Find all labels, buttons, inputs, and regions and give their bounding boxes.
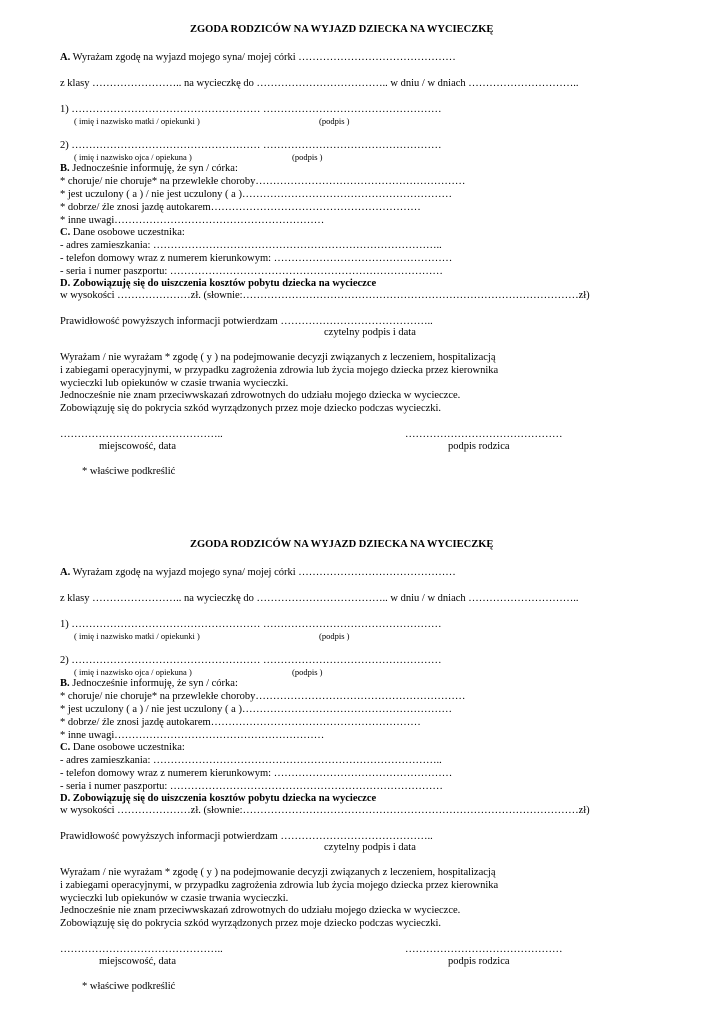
- c-phone[interactable]: - telefon domowy wraz z numerem kierunkowym: ……………………………………………: [60, 253, 453, 264]
- confirm-caption: czytelny podpis i data: [324, 327, 416, 338]
- confirm-line[interactable]: Prawidłowość powyższych informacji potwierdzam ……………………………………..: [60, 831, 433, 842]
- form-title: ZGODA RODZICÓW NA WYJAZD DZIECKA NA WYCIECZKĘ: [190, 539, 494, 550]
- consent-line-3: wycieczki lub opiekunów w czasie trwania wycieczki.: [60, 378, 289, 389]
- place-date-line[interactable]: ………………………………………..: [60, 429, 223, 440]
- consent-line-2: i zabiegami operacyjnymi, w przypadku zagrożenia zdrowia lub życia mojego dziecka przez kierownika: [60, 365, 499, 376]
- section-b-label: B.: [60, 163, 70, 174]
- section-b-text: Jednocześnie informuję, że syn / córka:: [69, 678, 238, 689]
- c-address[interactable]: - adres zamieszkania: ………………………………………………………………………..: [60, 755, 442, 766]
- c-passport[interactable]: - seria i numer paszportu: ……………………………………………………………………: [60, 781, 443, 792]
- section-c-text: Dane osobowe uczestnika:: [70, 227, 185, 238]
- section-d-text: . Zobowiązuję się do uiszczenia kosztów pobytu dziecka na wycieczce: [67, 793, 377, 804]
- place-date-caption: miejscowość, data: [99, 956, 176, 967]
- d-amount-line[interactable]: w wysokości …………………zł. (słownie:……………………………………………………………………………………zł): [60, 290, 590, 301]
- section-c-text: Dane osobowe uczestnika:: [70, 742, 185, 753]
- section-a-line: [60, 567, 456, 579]
- section-b-line: [60, 163, 238, 175]
- section-a-label: A.: [60, 567, 71, 578]
- parent-2-line[interactable]: 2) ……………………………………………… ……………………………………………: [60, 655, 442, 666]
- b-other-notes[interactable]: * inne uwagi……………………………………………………: [60, 730, 325, 741]
- section-a-text[interactable]: Wyrażam zgodę na wyjazd mojego syna/ mojej córki ………………………………………: [70, 52, 456, 63]
- section-c-label: C.: [60, 742, 71, 753]
- consent-line-5: Zobowiązuję się do pokrycia szkód wyrządzonych przez moje dziecko podczas wycieczki.: [60, 403, 442, 414]
- section-c-line: [60, 742, 185, 754]
- section-d-line: [60, 278, 376, 290]
- d-amount-line[interactable]: w wysokości …………………zł. (słownie:……………………………………………………………………………………zł): [60, 805, 590, 816]
- section-d-label: D: [60, 278, 68, 289]
- consent-line-2: i zabiegami operacyjnymi, w przypadku zagrożenia zdrowia lub życia mojego dziecka przez kierownika: [60, 880, 499, 891]
- section-a-line: [60, 52, 456, 64]
- b-bus-travel[interactable]: * dobrze/ źle znosi jazdę autokarem……………………………………………………: [60, 717, 421, 728]
- section-c-line: [60, 227, 185, 239]
- confirm-line[interactable]: Prawidłowość powyższych informacji potwierdzam ……………………………………..: [60, 316, 433, 327]
- parent-2-sign-caption: (podpis ): [292, 152, 323, 162]
- place-date-line[interactable]: ………………………………………..: [60, 944, 223, 955]
- parent-1-name-caption: ( imię i nazwisko matki / opiekunki ): [74, 116, 200, 126]
- section-a-label: A.: [60, 52, 71, 63]
- b-allergy[interactable]: * jest uczulony ( a ) / nie jest uczulony ( a )……………………………………………………: [60, 189, 452, 200]
- parent-2-name-caption: ( imię i nazwisko ojca / opiekuna ): [74, 667, 192, 677]
- place-date-caption: miejscowość, data: [99, 441, 176, 452]
- confirm-caption: czytelny podpis i data: [324, 842, 416, 853]
- section-c-label: C.: [60, 227, 71, 238]
- class-trip-line[interactable]: z klasy …………………….. na wycieczkę do ……………………………….. w dniu / w dniach …………………………..: [60, 593, 579, 604]
- footnote: * właściwe podkreślić: [82, 466, 176, 477]
- c-passport[interactable]: - seria i numer paszportu: ……………………………………………………………………: [60, 266, 443, 277]
- b-chronic-illness[interactable]: * choruje/ nie choruje* na przewlekłe choroby……………………………………………………: [60, 691, 466, 702]
- c-address[interactable]: - adres zamieszkania: ………………………………………………………………………..: [60, 240, 442, 251]
- consent-line-4: Jednocześnie nie znam przeciwwskazań zdrowotnych do udziału mojego dziecka w wycieczce.: [60, 905, 461, 916]
- parent-1-name-caption: ( imię i nazwisko matki / opiekunki ): [74, 631, 200, 641]
- form-title: ZGODA RODZICÓW NA WYJAZD DZIECKA NA WYCIECZKĘ: [190, 24, 494, 35]
- footnote: * właściwe podkreślić: [82, 981, 176, 992]
- parent-1-sign-caption: (podpis ): [319, 631, 350, 641]
- parent-2-line[interactable]: 2) ……………………………………………… ……………………………………………: [60, 140, 442, 151]
- consent-line-1: Wyrażam / nie wyrażam * zgodę ( y ) na podejmowanie decyzji związanych z leczeniem, hospitalizacją: [60, 867, 496, 878]
- b-bus-travel[interactable]: * dobrze/ źle znosi jazdę autokarem……………………………………………………: [60, 202, 421, 213]
- consent-line-5: Zobowiązuję się do pokrycia szkód wyrządzonych przez moje dziecko podczas wycieczki.: [60, 918, 442, 929]
- parent-signature-caption: podpis rodzica: [448, 956, 510, 967]
- parent-1-line[interactable]: 1) ……………………………………………… ……………………………………………: [60, 619, 442, 630]
- section-b-label: B.: [60, 678, 70, 689]
- class-trip-line[interactable]: z klasy …………………….. na wycieczkę do ……………………………….. w dniu / w dniach …………………………..: [60, 78, 579, 89]
- parent-signature-line[interactable]: ………………………………………: [405, 429, 563, 440]
- parent-2-name-caption: ( imię i nazwisko ojca / opiekuna ): [74, 152, 192, 162]
- parent-1-sign-caption: (podpis ): [319, 116, 350, 126]
- parent-signature-line[interactable]: ………………………………………: [405, 944, 563, 955]
- parent-2-sign-caption: (podpis ): [292, 667, 323, 677]
- b-allergy[interactable]: * jest uczulony ( a ) / nie jest uczulony ( a )……………………………………………………: [60, 704, 452, 715]
- b-other-notes[interactable]: * inne uwagi……………………………………………………: [60, 215, 325, 226]
- section-b-line: [60, 678, 238, 690]
- parent-1-line[interactable]: 1) ……………………………………………… ……………………………………………: [60, 104, 442, 115]
- section-d-line: [60, 793, 376, 805]
- section-d-text: . Zobowiązuję się do uiszczenia kosztów pobytu dziecka na wycieczce: [67, 278, 377, 289]
- c-phone[interactable]: - telefon domowy wraz z numerem kierunkowym: ……………………………………………: [60, 768, 453, 779]
- section-d-label: D: [60, 793, 68, 804]
- section-b-text: Jednocześnie informuję, że syn / córka:: [69, 163, 238, 174]
- parent-signature-caption: podpis rodzica: [448, 441, 510, 452]
- consent-line-1: Wyrażam / nie wyrażam * zgodę ( y ) na podejmowanie decyzji związanych z leczeniem, hospitalizacją: [60, 352, 496, 363]
- b-chronic-illness[interactable]: * choruje/ nie choruje* na przewlekłe choroby……………………………………………………: [60, 176, 466, 187]
- consent-line-4: Jednocześnie nie znam przeciwwskazań zdrowotnych do udziału mojego dziecka w wycieczce.: [60, 390, 461, 401]
- section-a-text[interactable]: Wyrażam zgodę na wyjazd mojego syna/ mojej córki ………………………………………: [70, 567, 456, 578]
- consent-line-3: wycieczki lub opiekunów w czasie trwania wycieczki.: [60, 893, 289, 904]
